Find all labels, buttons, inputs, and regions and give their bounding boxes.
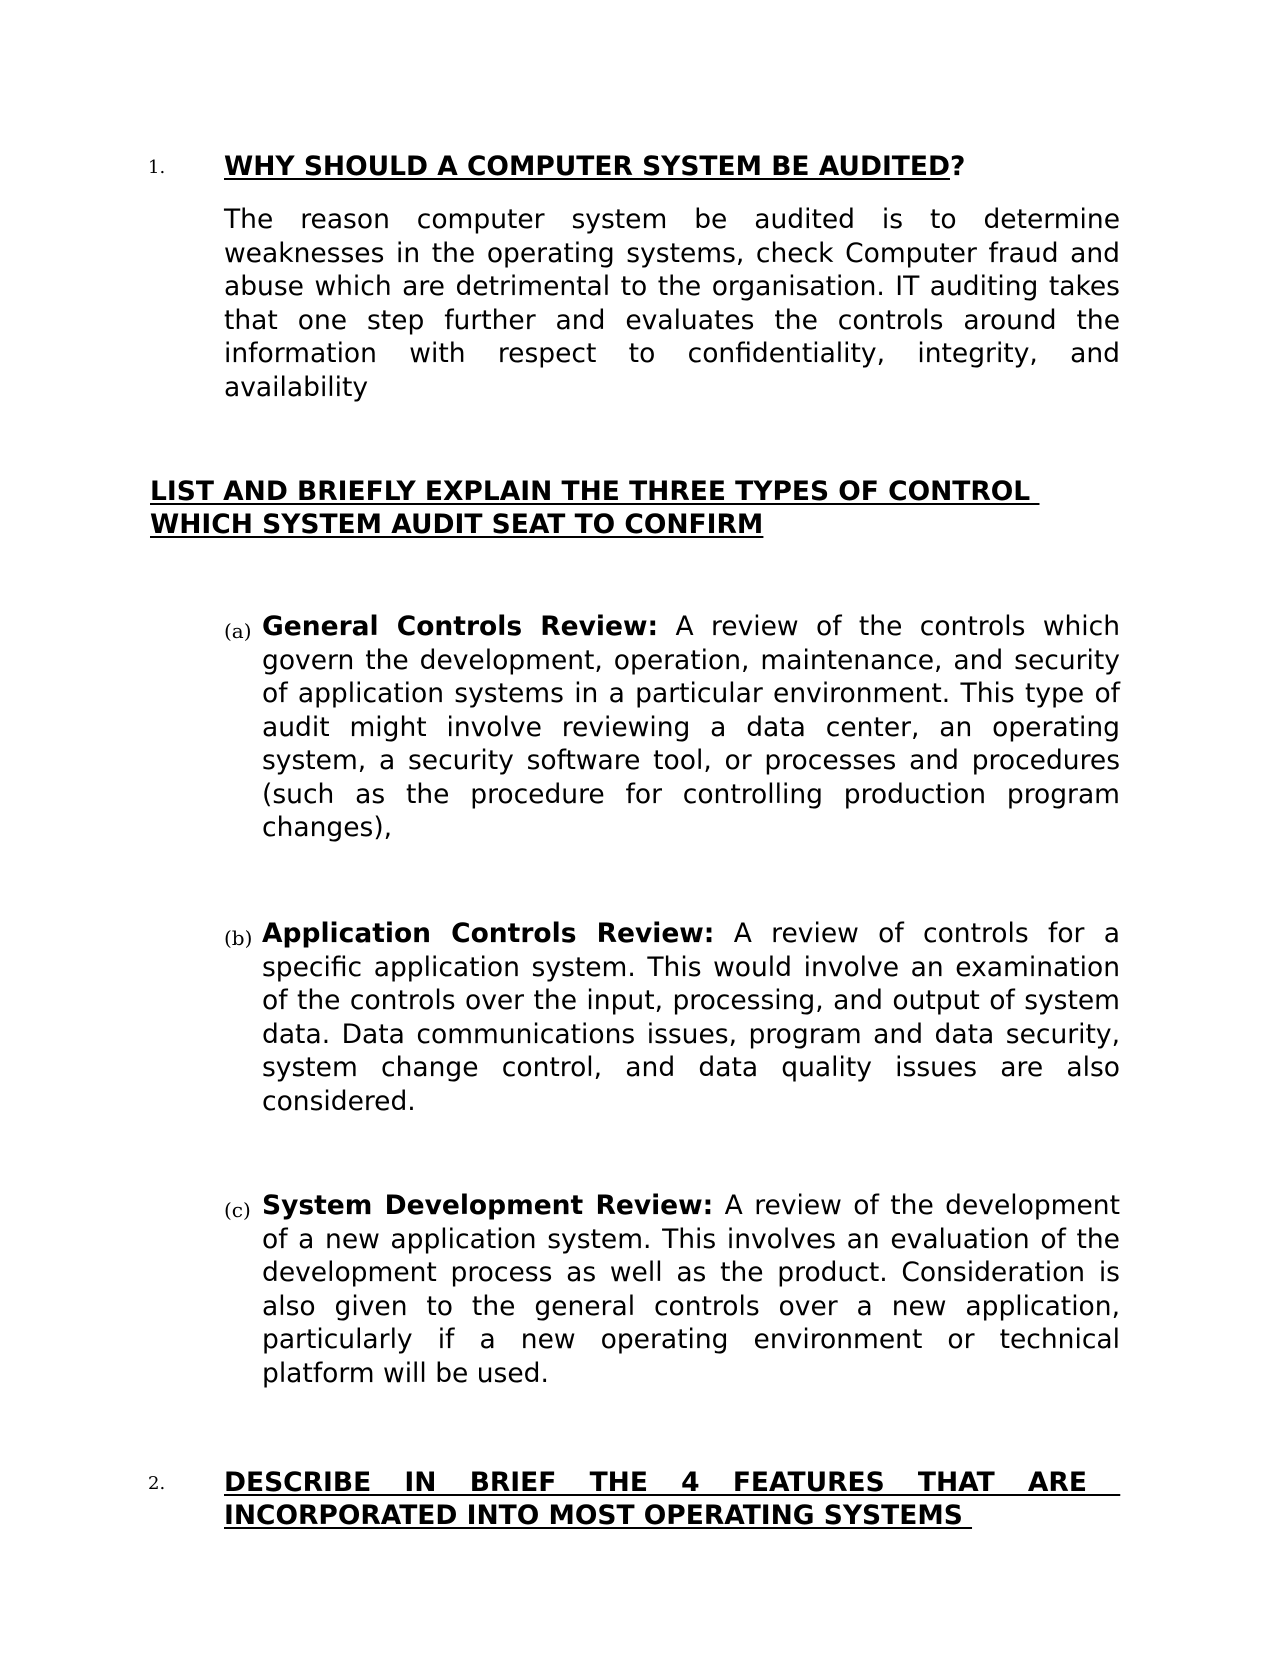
item-a-label: (a) (224, 619, 252, 643)
item-b-label: (b) (224, 926, 253, 950)
item-a-text: A review of the controls which govern the development, operation, maintenance, and security of application systems in a particular environment. This type of audit might involve reviewing a data center, an operating system, a security software tool, or processes and procedures (such as the procedure for controlling production program changes), (262, 611, 1121, 843)
item-c-text: A review of the development of a new application system. This involves an evaluation of the development process as well as the product. Consideration is also given to the general controls over a new application, particularly if a new operating environment or technical platform will be used. (262, 1190, 1120, 1389)
section-1-heading-text: WHY SHOULD A COMPUTER SYSTEM BE AUDITED (224, 151, 950, 182)
item-b-title: Application Controls Review: (262, 918, 715, 949)
item-c-label: (c) (224, 1198, 251, 1222)
item-a-title: General Controls Review: (262, 611, 659, 642)
item-c-body (262, 1189, 1120, 1390)
item-c-title: System Development Review: (262, 1190, 714, 1221)
item-a-body (262, 610, 1120, 845)
item-b-body (262, 917, 1120, 1118)
section-1-heading-suffix: ? (949, 151, 966, 182)
section-2-heading-line-2: INCORPORATED INTO MOST OPERATING SYSTEMS (224, 1500, 973, 1531)
section-2-number: 2. (148, 1473, 166, 1494)
section-2-heading-line-1: DESCRIBE IN BRIEF THE 4 FEATURES THAT ARE (224, 1467, 1121, 1498)
section-1-heading (224, 150, 965, 183)
item-b-text: A review of controls for a specific application system. This would involve an examination of the controls over the input, processing, and output of system data. Data communications issues, program and data security, system change control, and data quality issues are also considered. (262, 918, 1120, 1117)
controls-heading-line-2: WHICH SYSTEM AUDIT SEAT TO CONFIRM (150, 509, 764, 540)
section-1-number: 1. (148, 157, 166, 178)
controls-heading-line-1: LIST AND BRIEFLY EXPLAIN THE THREE TYPES OF CONTROL (150, 476, 1040, 507)
controls-heading (150, 475, 1039, 541)
section-1-body: The reason computer system be audited is to determine weaknesses in the operating systems, check Computer fraud and abuse which are detrimental to the organisation. IT auditing takes that one step further and evaluates the controls around the information with respect to confidentiality, integrity, and availability (224, 204, 1120, 403)
section-2-heading (224, 1466, 1120, 1532)
